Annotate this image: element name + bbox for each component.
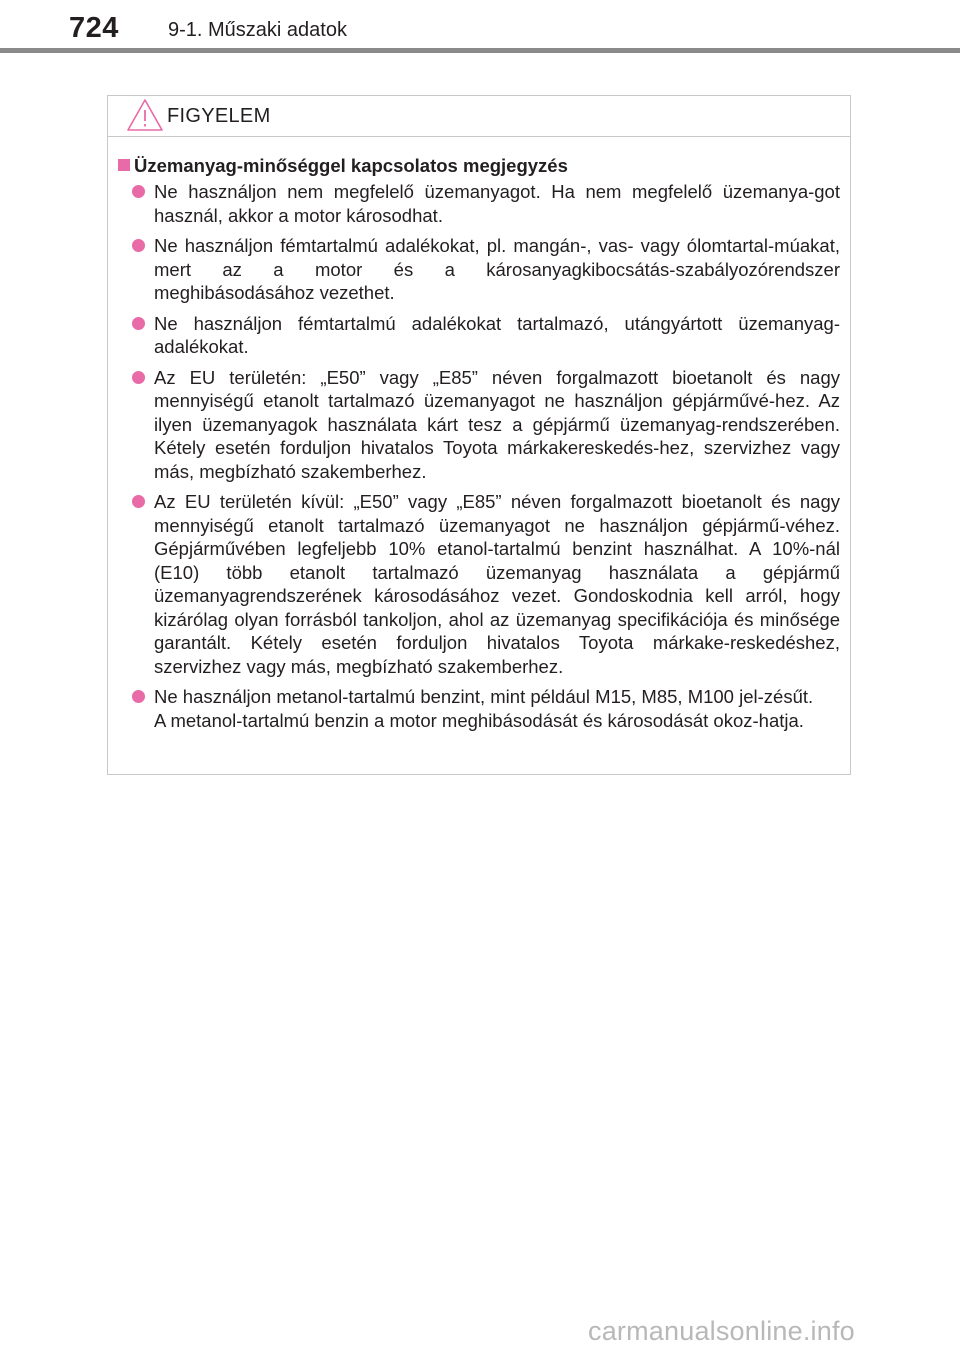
notice-header: [108, 96, 850, 137]
section-title: 9-1. Műszaki adatok: [168, 19, 347, 41]
square-bullet-icon: [118, 159, 130, 171]
page-number: 724: [69, 12, 119, 44]
list-item-text: Ne használjon fémtartalmú adalékokat, pl. mangán-, vas- vagy ólomtartal-múakat, mert az a motor és a károsanyagkibocsátás-szabályozórendszer meghibásodásához vezethet.: [154, 235, 840, 303]
subheading: [108, 154, 850, 178]
list-item: [108, 180, 850, 227]
list-item-text: Ne használjon nem megfelelő üzemanyagot. Ha nem megfelelő üzemanya-got használ, akkor a motor károsodhat.: [154, 181, 840, 226]
header-rule: [0, 48, 960, 53]
subheading-text: Üzemanyag-minőséggel kapcsolatos megjegyzés: [134, 155, 568, 176]
notice-content: [108, 154, 850, 739]
list-item: [108, 685, 850, 732]
watermark: carmanualsonline.info: [588, 1316, 855, 1346]
bullet-dot-icon: [132, 495, 145, 508]
notice-title: FIGYELEM: [167, 105, 271, 127]
list-item-text: Ne használjon metanol-tartalmú benzint, mint például M15, M85, M100 jel-zésűt.: [154, 686, 814, 707]
list-item-text: Ne használjon fémtartalmú adalékokat tartalmazó, utángyártott üzemanyag-adalékokat.: [154, 312, 840, 357]
list-item: [108, 490, 850, 678]
page-header: [0, 0, 960, 80]
list-item-text: Az EU területén: „E50” vagy „E85” néven forgalmazott bioetanolt és nagy mennyiségű etanolt tartalmazó üzemanyagot ne használjon gépjárművé-hez. Az ilyen üzemanyagok használata kárt tesz a gépjármű üzemanyag-rendszerében. Kétely esetén forduljon hivatalos Toyota márkakereskedés-hez, szervizhez vagy más, megbízható szakemberhez.: [154, 366, 840, 482]
warning-notice-box: [107, 95, 851, 775]
list-item-extra-text: A metanol-tartalmú benzin a motor meghibásodását és károsodását okoz-hatja.: [154, 709, 804, 731]
bullet-dot-icon: [132, 690, 145, 703]
list-item: [108, 234, 850, 305]
list-item: [108, 366, 850, 484]
list-item: [108, 312, 850, 359]
bullet-dot-icon: [132, 239, 145, 252]
bullet-dot-icon: [132, 317, 145, 330]
warning-icon: [126, 98, 164, 132]
bullet-list: [108, 180, 850, 732]
bullet-dot-icon: [132, 185, 145, 198]
list-item-text: Az EU területén kívül: „E50” vagy „E85” néven forgalmazott bioetanolt és nagy mennyiségű etanolt tartalmazó üzemanyagot ne használjon gépjármű-véhez. Gépjárművében legfeljebb 10% etanol-tartalmú benzint használhat. A 10%-nál (E10) több etanolt tartalmazó üzemanyag használata a gépjármű üzemanyagrendszerének károsodásához vezet. Gondoskodnia kell arról, hogy kizárólag olyan forrásból tankoljon, ahol az üzemanyag specifikációja és minősége garantált. Kétely esetén forduljon hivatalos Toyota márkake-reskedéshez, szervizhez vagy más, megbízható szakemberhez.: [154, 491, 840, 677]
bullet-dot-icon: [132, 371, 145, 384]
